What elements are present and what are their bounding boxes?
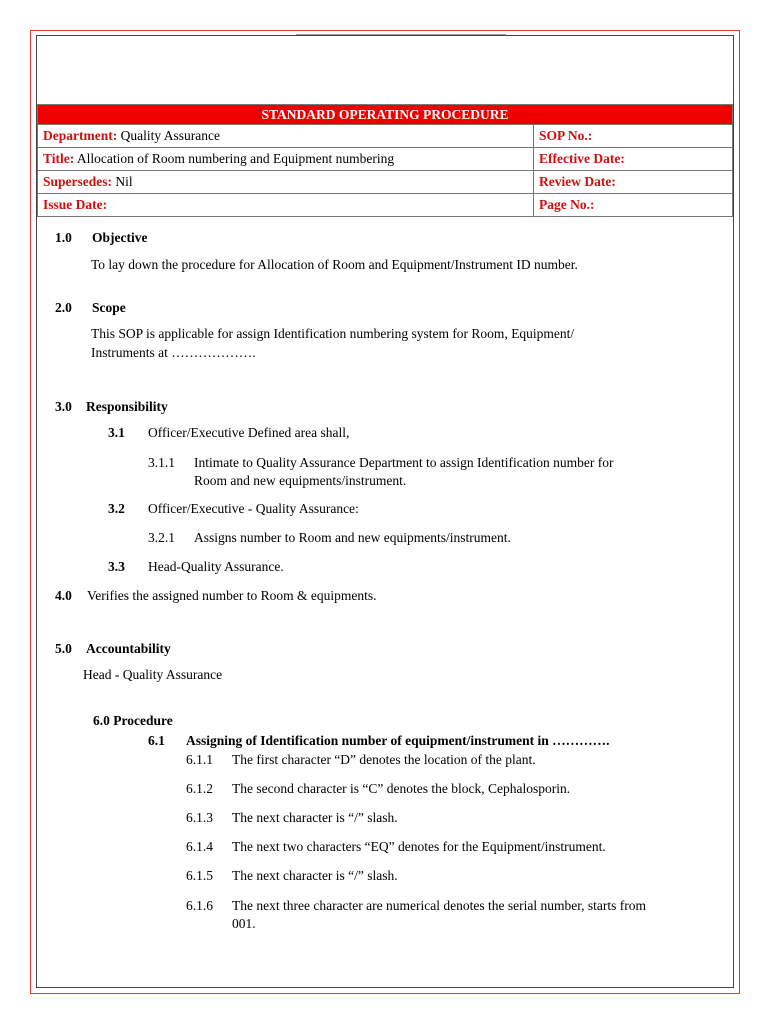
scope-text-line2: Instruments at ………………. (91, 345, 256, 360)
page-no-cell (534, 194, 733, 217)
responsibility-title: Responsibility (86, 399, 168, 414)
supersedes-value: Nil (115, 174, 133, 189)
item-num: 3.2 (108, 501, 125, 516)
procedure-item (186, 810, 398, 826)
scope-title: Scope (92, 300, 126, 315)
item-text: The next character is “/” slash. (232, 810, 398, 825)
procedure-item (186, 839, 606, 855)
item-text: The next two characters “EQ” denotes for the Equipment/instrument. (232, 839, 606, 854)
procedure-item (186, 898, 646, 914)
sop-title: STANDARD OPERATING PROCEDURE (38, 105, 733, 125)
section-4 (55, 588, 376, 604)
item-num: 6.1.6 (186, 898, 213, 913)
section-4-text: Verifies the assigned number to Room & equipments. (87, 588, 377, 603)
review-date-cell (534, 171, 733, 194)
item-text: Intimate to Quality Assurance Department to assign Identification number for (194, 455, 614, 470)
item-num: 3.1.1 (148, 455, 175, 470)
item-text: Officer/Executive - Quality Assurance: (148, 501, 359, 516)
item-num: 3.3 (108, 559, 125, 574)
sop-no-cell (534, 125, 733, 148)
item-num: 6.1.4 (186, 839, 213, 854)
procedure-item (186, 868, 398, 884)
issue-date-label: Issue Date: (43, 197, 108, 212)
item-text: The next character is “/” slash. (232, 868, 398, 883)
department-label: Department: (43, 128, 118, 143)
page-no-label: Page No.: (539, 197, 595, 212)
item-num: 3.1 (108, 425, 125, 440)
section-4-num: 4.0 (55, 588, 72, 603)
effective-date-label: Effective Date: (539, 151, 625, 166)
item-text: The first character “D” denotes the location of the plant. (232, 752, 536, 767)
item-text: The next three character are numerical denotes the serial number, starts from (232, 898, 647, 913)
accountability-text: Head - Quality Assurance (83, 667, 223, 682)
responsibility-heading (55, 399, 168, 415)
issue-date-cell (38, 194, 534, 217)
procedure-item (186, 781, 570, 797)
item-text: Assigns number to Room and new equipments/instrument. (194, 530, 511, 545)
responsibility-item (108, 501, 359, 517)
responsibility-item (108, 559, 284, 575)
scope-text-line1: This SOP is applicable for assign Identification numbering system for Room, Equipment/ (91, 326, 575, 341)
procedure-item (186, 752, 536, 768)
title-value: Allocation of Room numbering and Equipment numbering (76, 151, 395, 166)
responsibility-num: 3.0 (55, 399, 72, 414)
supersedes-cell (38, 171, 534, 194)
sop-no-label: SOP No.: (539, 128, 593, 143)
procedure-sub-title: Assigning of Identification number of equipment/instrument in …………. (186, 733, 610, 748)
sop-header-table (37, 104, 733, 217)
item-text: Officer/Executive Defined area shall, (148, 425, 350, 440)
accountability-heading (55, 641, 171, 657)
item-num: 6.1.5 (186, 868, 213, 883)
responsibility-item (148, 530, 511, 546)
item-num: 6.1.3 (186, 810, 213, 825)
procedure-heading: 6.0 Procedure (93, 713, 173, 728)
header-line (296, 34, 506, 35)
procedure-subheading (148, 733, 610, 749)
item-num: 3.2.1 (148, 530, 175, 545)
item-text: Head-Quality Assurance. (148, 559, 284, 574)
item-num: 6.1.1 (186, 752, 213, 767)
objective-text: To lay down the procedure for Allocation of Room and Equipment/Instrument ID number. (91, 257, 578, 272)
accountability-title: Accountability (86, 641, 171, 656)
effective-date-cell (534, 148, 733, 171)
procedure-item-line2: 001. (232, 916, 256, 931)
department-value: Quality Assurance (120, 128, 220, 143)
objective-title: Objective (92, 230, 148, 245)
objective-num: 1.0 (55, 230, 72, 245)
responsibility-item (148, 455, 614, 471)
item-num: 6.1.2 (186, 781, 213, 796)
item-text: The second character is “C” denotes the block, Cephalosporin. (232, 781, 571, 796)
accountability-num: 5.0 (55, 641, 72, 656)
title-cell (38, 148, 534, 171)
scope-heading (55, 300, 126, 316)
responsibility-item (108, 425, 349, 441)
procedure-sub-num: 6.1 (148, 733, 165, 748)
scope-num: 2.0 (55, 300, 72, 315)
title-label: Title: (43, 151, 75, 166)
objective-heading (55, 230, 147, 246)
review-date-label: Review Date: (539, 174, 616, 189)
department-cell (38, 125, 534, 148)
supersedes-label: Supersedes: (43, 174, 113, 189)
responsibility-item-line2: Room and new equipments/instrument. (194, 473, 407, 488)
